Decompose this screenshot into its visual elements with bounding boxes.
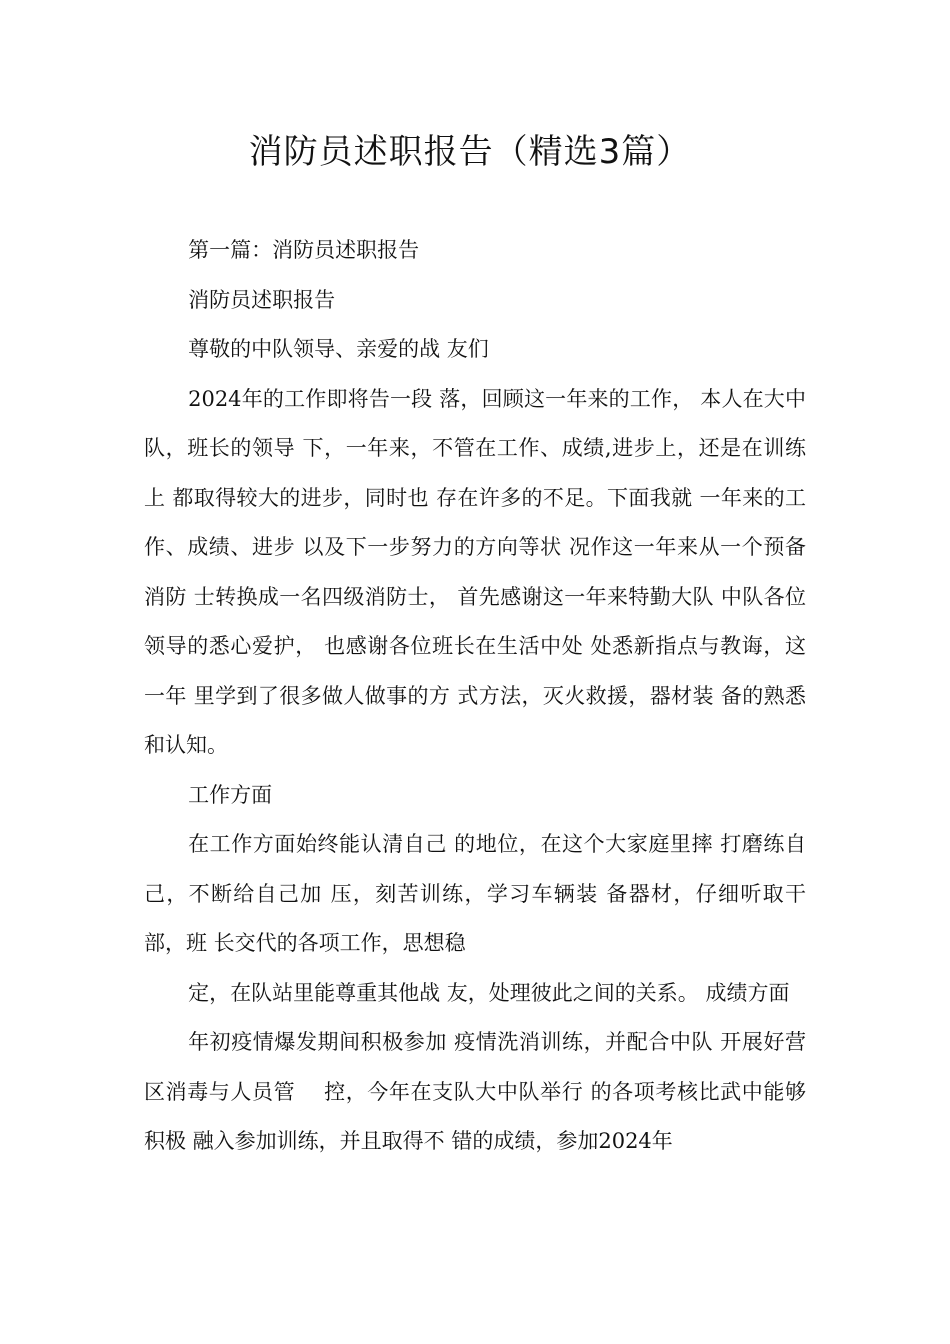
paragraph-report-title: 消防员述职报告 [188,287,336,312]
paragraph-achievements-body: 年初疫情爆发期间积极参加 疫情洗消训练，并配合中队 开展好营区消毒与人员管 控，今年在支队大中队举行 的各项考核比武中能够积极 融入参加训练，并且取得不 错的成绩，参加2024年 [144,1030,806,1153]
paragraph-work-heading: 工作方面 [188,782,273,807]
document-title: 消防员述职报告（精选3篇） [248,132,692,172]
paragraph-part-heading: 第一篇：消防员述职报告 [188,238,420,262]
document-body [144,226,806,1167]
paragraph-intro: 2024年的工作即将告一段 落，回顾这一年来的工作， 本人在大中队，班长的领导 下，一年来，不管在工作、成绩,进步上，还是在训练上 都取得较大的进步，同时也 存在许多的不足。下面我就 一年来的工作、成绩、进步 以及下一步努力的方向等状 况作这一年来从一个预备消防 士转换成一名四级消防士， 首先感谢这一年来特勤大队 中队各位领导的悉心爱护， 也感谢各位班长在生活中处 处悉新指点与教诲，这一年 里学到了很多做人做事的方 式方法，灭火救援，器材装 备的熟悉和认知。 [144,386,806,757]
paragraph-work-body: 在工作方面始终能认清自己 的地位，在这个大家庭里摔 打磨练自己，不断给自己加 压，刻苦训练，学习车辆装 备器材，仔细听取干部，班 长交代的各项工作，思想稳 [144,832,806,955]
paragraph-salutation: 尊敬的中队领导、亲爱的战 友们 [188,337,489,361]
paragraph-work-continued: 定，在队站里能尊重其他战 友，处理彼此之间的关系。 成绩方面 [188,980,790,1005]
